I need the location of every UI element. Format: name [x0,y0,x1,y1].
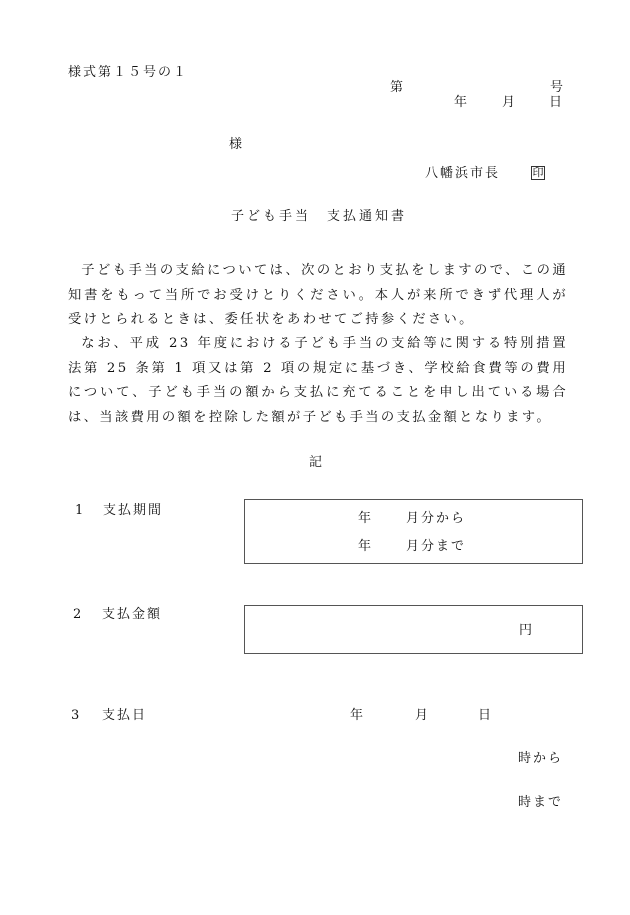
doc-number-suffix: 号 [550,80,566,95]
official-seal-mark: 印 [532,166,544,179]
item-3-label: 支払日 [102,708,148,723]
ki-heading: 記 [309,455,325,470]
item-2-number: 2 [73,607,84,622]
payment-date-day: 日 [478,708,494,723]
payment-time-to: 時まで [518,795,564,810]
item-1-number: 1 [75,503,86,518]
period-to-year: 年 [358,539,374,554]
issuer-name: 八幡浜市長 [425,166,501,181]
payment-period-box [244,499,583,564]
item-1-label: 支払期間 [103,503,164,518]
payment-date-year: 年 [350,708,366,723]
document-title: 子ども手当 支払通知書 [231,209,408,224]
amount-unit: 円 [519,623,535,638]
item-2-label: 支払金額 [102,607,163,622]
period-to-month: 月分まで [406,539,467,554]
period-from-month: 月分から [406,511,467,526]
payment-amount-box [244,605,583,654]
form-number: 様式第１５号の１ [68,65,189,80]
recipient-honorific: 様 [229,137,245,152]
date-year-label: 年 [454,95,470,110]
doc-number-prefix: 第 [390,80,406,95]
payment-time-from: 時から [518,751,564,766]
date-month-label: 月 [502,95,518,110]
body-paragraph-1: 子ども手当の支給については、次のとおり支払をしますので、この通知書をもって当所でお受けとりください。本人が来所できず代理人が受けとられるときは、委任状をあわせてご持参ください。 [68,263,568,327]
body-paragraph-2: なお、平成 23 年度における子ども手当の支給等に関する特別措置法第 25 条第 1 項又は第 2 項の規定に基づき、学校給食費等の費用について、子ども手当の額から支払に充てることを申し出ている場合は、当該費用の額を控除した額が子ども手当の支払金額となります。 [68,336,568,425]
date-day-label: 日 [549,95,565,110]
item-3-number: 3 [71,708,82,723]
period-from-year: 年 [358,511,374,526]
payment-date-month: 月 [415,708,431,723]
